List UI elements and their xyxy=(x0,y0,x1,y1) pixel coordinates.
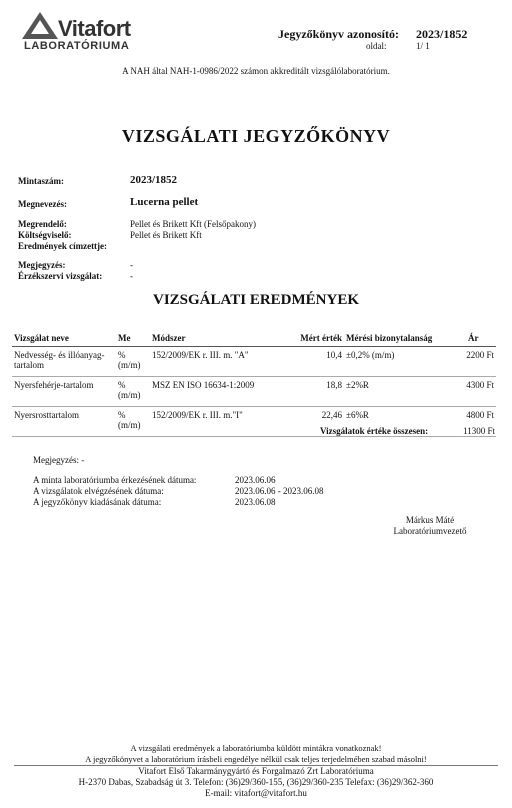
table-header-row xyxy=(12,330,496,347)
date-label-arrival: A minta laboratóriumba érkezésének dátuma: xyxy=(33,475,197,485)
col-test-name: Vizsgálat neve xyxy=(12,330,116,347)
unit: % (m/m) xyxy=(116,407,150,437)
signatory-name: Márkus Máté xyxy=(405,515,455,525)
document-title: VIZSGÁLATI JEGYZŐKÖNYV xyxy=(121,126,391,146)
triangle-logo-icon xyxy=(22,12,62,42)
col-value: Mért érték xyxy=(282,330,344,347)
method: 152/2009/EK r. III. m."I" xyxy=(150,407,282,437)
test-name: Nedvesség- és illóanyag-tartalom xyxy=(12,347,116,377)
remarks: Megjegyzés: - xyxy=(33,455,85,465)
total-value: 11300 Ft xyxy=(463,426,495,436)
footer-company: Vitafort Első Takarmánygyártó és Forgalmazó Zrt Laboratóriuma xyxy=(138,766,374,776)
table-row xyxy=(12,347,496,377)
col-uncertainty: Mérési bizonytalanság xyxy=(344,330,458,347)
sample-number-label: Mintaszám: xyxy=(18,176,64,186)
measured-value: 18,8 xyxy=(282,377,344,407)
footer-address: H-2370 Dabas, Szabadság út 3. Telefon: (36)29/360-155, (36)29/360-235 Telefax: (36)29/362-360 xyxy=(78,777,434,787)
uncertainty: ±2%R xyxy=(344,377,458,407)
client-value: Pellet és Brikett Kft (Felsőpakony) xyxy=(130,219,256,229)
date-value-testing: 2023.06.06 - 2023.06.08 xyxy=(235,486,324,496)
sample-name-label: Megnevezés: xyxy=(18,199,67,209)
client-label: Megrendelő: xyxy=(18,219,67,229)
uncertainty: ±6%R xyxy=(344,407,458,437)
col-method: Módszer xyxy=(150,330,282,347)
accreditation-note: A NAH által NAH-1-0986/2022 számon akkreditált vizsgálólaboratórium. xyxy=(122,66,390,76)
protocol-id-value: 2023/1852 xyxy=(416,27,468,41)
note-value: - xyxy=(130,260,133,270)
unit: % (m/m) xyxy=(116,377,150,407)
page-value: 1/ 1 xyxy=(416,41,430,51)
sensory-label: Érzékszervi vizsgálat: xyxy=(18,271,103,281)
payer-label: Költségviselő: xyxy=(18,230,72,240)
footer-email: E-mail: vitafort@vitafort.hu xyxy=(205,788,307,798)
table-row xyxy=(12,377,496,407)
results-title: VIZSGÁLATI EREDMÉNYEK xyxy=(152,292,359,308)
date-label-testing: A vizsgálatok elvégzésének dátuma: xyxy=(33,486,164,496)
page-label: oldal: xyxy=(366,41,387,51)
price: 2200 Ft xyxy=(458,347,496,377)
uncertainty: ±0,2% (m/m) xyxy=(344,347,458,377)
date-label-issue: A jegyzőkönyv kiadásának dátuma: xyxy=(33,497,162,507)
method: MSZ EN ISO 16634-1:2009 xyxy=(150,377,282,407)
footer-note-2: A jegyzőkönyvet a laboratórium írásbeli engedélye nélkül csak teljes terjedelmében szabad másolni! xyxy=(85,754,427,764)
recipient-label: Eredmények címzettje: xyxy=(18,241,108,251)
unit: % (m/m) xyxy=(116,347,150,377)
date-value-issue: 2023.06.08 xyxy=(235,497,276,507)
col-price: Ár xyxy=(458,330,496,347)
sensory-value: - xyxy=(130,271,133,281)
signatory-role: Laboratóriumvezető xyxy=(393,526,467,536)
protocol-id-label: Jegyzőkönyv azonosító: xyxy=(278,27,399,41)
sample-number-value: 2023/1852 xyxy=(130,174,178,186)
price: 4800 Ft xyxy=(458,407,496,437)
results-table xyxy=(12,330,496,437)
test-name: Nyersrosttartalom xyxy=(12,407,116,437)
measured-value: 22,46 xyxy=(282,407,344,437)
logo-subtitle: LABORATÓRIUMA xyxy=(24,40,130,52)
method: 152/2009/EK r. III. m. "A" xyxy=(150,347,282,377)
note-label: Megjegyzés: xyxy=(18,260,66,270)
date-value-arrival: 2023.06.06 xyxy=(235,475,276,485)
col-unit: Me xyxy=(116,330,150,347)
logo-brand: Vitafort xyxy=(58,16,131,41)
measured-value: 10,4 xyxy=(282,347,344,377)
total-label: Vizsgálatok értéke összesen: xyxy=(320,426,429,436)
sample-name-value: Lucerna pellet xyxy=(130,196,199,208)
vitafort-logo xyxy=(22,12,132,54)
price: 4300 Ft xyxy=(458,377,496,407)
test-name: Nyersfehérje-tartalom xyxy=(12,377,116,407)
footer-note-1: A vizsgálati eredmények a laboratóriumba küldött mintákra vonatkoznak! xyxy=(130,743,382,753)
payer-value: Pellet és Brikett Kft xyxy=(130,230,202,240)
